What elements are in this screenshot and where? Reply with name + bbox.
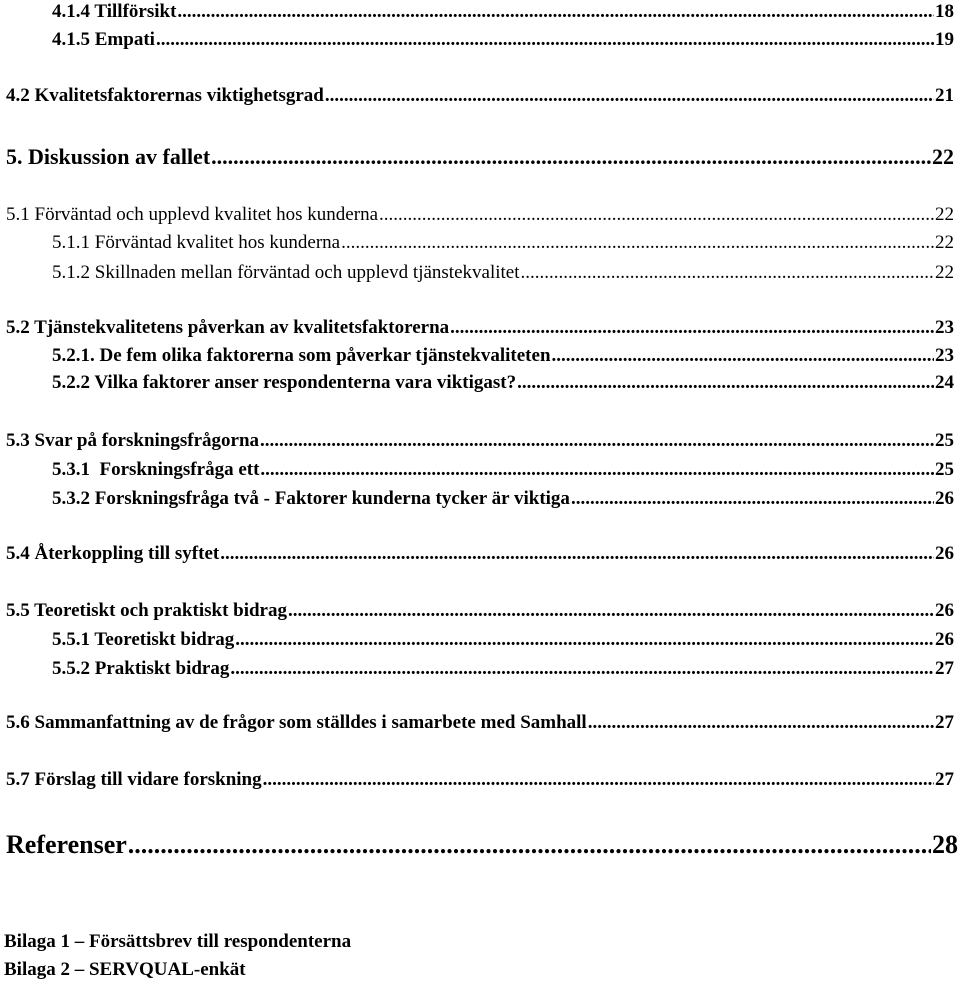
toc-entry[interactable] <box>6 431 954 450</box>
toc-entry-title: 5.1.2 Skillnaden mellan förväntad och upplevd tjänstekvalitet <box>52 262 520 283</box>
toc-entry-title: 5.5 Teoretiskt och praktiskt bidrag <box>6 600 287 621</box>
toc-leader <box>263 770 934 789</box>
toc-entry-title: 5. Diskussion av fallet <box>6 144 211 169</box>
toc-entry-title: 5.3 Svar på forskningsfrågorna <box>6 430 260 451</box>
appendix-item: Bilaga 1 – Försättsbrev till respondenterna <box>4 931 352 952</box>
toc-entry-page: 28 <box>932 830 958 859</box>
toc-leader <box>230 659 934 678</box>
toc-entry-page: 22 <box>935 232 954 253</box>
toc-entry-page: 27 <box>935 712 954 733</box>
toc-entry-title: 4.1.5 Empati <box>52 29 155 50</box>
toc-leader <box>220 544 934 563</box>
toc-entry[interactable] <box>52 659 954 678</box>
toc-leader <box>341 233 934 252</box>
toc-entry-title: 5.5.1 Teoretiskt bidrag <box>52 629 235 650</box>
toc-entry-page: 26 <box>935 629 954 650</box>
toc-entry-page: 24 <box>935 372 954 393</box>
toc-entry-page: 25 <box>935 459 954 480</box>
toc-entry[interactable] <box>52 489 954 508</box>
toc-entry-title: 5.2 Tjänstekvalitetens påverkan av kvalitetsfaktorerna <box>6 317 450 338</box>
toc-leader <box>235 630 934 649</box>
toc-entry[interactable] <box>6 146 954 168</box>
toc-entry[interactable] <box>6 770 954 789</box>
toc-entry[interactable] <box>6 832 958 858</box>
toc-entry-title: 5.1 Förväntad och upplevd kvalitet hos kunderna <box>6 204 379 225</box>
toc-leader <box>379 205 934 224</box>
toc-entry-title: 5.3.2 Forskningsfråga två - Faktorer kunderna tycker är viktiga <box>52 488 570 509</box>
toc-entry-page: 27 <box>935 658 954 679</box>
toc-entry-page: 21 <box>935 85 954 106</box>
toc-leader <box>552 346 934 365</box>
toc-leader <box>211 146 931 168</box>
toc-entry-title: 4.2 Kvalitetsfaktorernas viktighetsgrad <box>6 85 324 106</box>
toc-entry-page: 22 <box>935 204 954 225</box>
toc-entry-page: 19 <box>935 29 954 50</box>
toc-entry[interactable] <box>6 86 954 105</box>
toc-leader <box>571 489 934 508</box>
toc-entry[interactable] <box>52 263 954 282</box>
toc-entry-page: 22 <box>935 262 954 283</box>
toc-leader <box>288 601 934 620</box>
toc-entry-page: 26 <box>935 488 954 509</box>
toc-leader <box>156 30 934 49</box>
toc-leader <box>260 460 934 479</box>
toc-entry-title: 5.6 Sammanfattning av de frågor som ställdes i samarbete med Samhall <box>6 712 587 733</box>
toc-entry[interactable] <box>52 2 954 21</box>
toc-entry-title: 5.7 Förslag till vidare forskning <box>6 769 262 790</box>
toc-entry-page: 26 <box>935 543 954 564</box>
toc-entry-page: 27 <box>935 769 954 790</box>
toc-entry[interactable] <box>52 346 954 365</box>
toc-entry[interactable] <box>6 318 954 337</box>
toc-entry-page: 23 <box>935 345 954 366</box>
toc-leader <box>521 263 935 282</box>
toc-entry-title: 5.2.2 Vilka faktorer anser respondenterna vara viktigast? <box>52 372 517 393</box>
toc-leader <box>517 373 934 392</box>
toc-entry-title: 5.3.1 Forskningsfråga ett <box>52 459 260 480</box>
toc-entry-title: 5.5.2 Praktiskt bidrag <box>52 658 230 679</box>
toc-entry-title: 5.4 Återkoppling till syftet <box>6 543 220 564</box>
toc-entry-page: 23 <box>935 317 954 338</box>
toc-entry[interactable] <box>52 373 954 392</box>
toc-entry-page: 25 <box>935 430 954 451</box>
toc-entry-title: 5.1.1 Förväntad kvalitet hos kunderna <box>52 232 341 253</box>
toc-entry[interactable] <box>52 630 954 649</box>
toc-entry-page: 22 <box>932 144 954 169</box>
toc-leader <box>260 431 934 450</box>
toc-entry-title: Referenser <box>6 830 127 859</box>
toc-entry[interactable] <box>6 544 954 563</box>
toc-entry-page: 18 <box>935 1 954 22</box>
toc-leader <box>177 2 934 21</box>
toc-entry[interactable] <box>52 233 954 252</box>
toc-entry[interactable] <box>52 30 954 49</box>
toc-leader <box>128 832 931 858</box>
toc-leader <box>588 713 934 732</box>
toc-leader <box>450 318 934 337</box>
toc-entry-title: 4.1.4 Tillförsikt <box>52 1 177 22</box>
toc-entry[interactable] <box>6 601 954 620</box>
toc-entry[interactable] <box>52 460 954 479</box>
appendix-item: Bilaga 2 – SERVQUAL-enkät <box>4 959 246 980</box>
toc-entry[interactable] <box>6 713 954 732</box>
toc-entry-title: 5.2.1. De fem olika faktorerna som påverkar tjänstekvaliteten <box>52 345 551 366</box>
toc-leader <box>325 86 934 105</box>
toc-entry-page: 26 <box>935 600 954 621</box>
toc-entry[interactable] <box>6 205 954 224</box>
